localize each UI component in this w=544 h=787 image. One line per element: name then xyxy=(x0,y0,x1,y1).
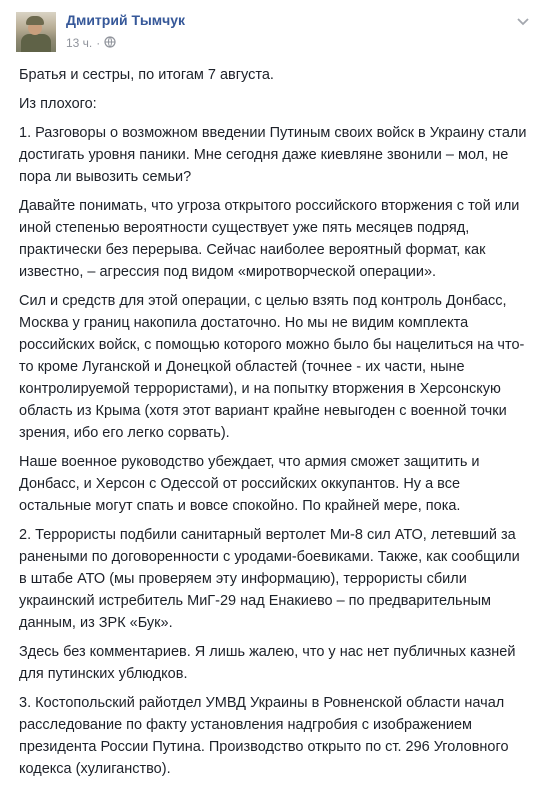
avatar[interactable] xyxy=(16,12,56,52)
post-paragraph: Из плохого: xyxy=(19,96,97,112)
post-paragraph: Братья и сестры, по итогам 7 августа. xyxy=(19,67,274,83)
avatar-figure-body xyxy=(21,34,51,52)
post-paragraph: 1. Разговоры о возможном введении Путиным своих войск в Украину стали достигать уровня паники. Мне сегодня даже киевляне звонили – мол, не пора ли вывозить семьи? xyxy=(19,125,527,185)
post-meta xyxy=(66,36,116,51)
post-paragraph: Наше военное руководство убеждает, что армия сможет защитить и Донбасс, и Херсон с Одессой от российских оккупантов. Ну а все остальные могут спать и вовсе спокойно. По крайней мере, пока. xyxy=(19,454,480,514)
avatar-figure-helmet xyxy=(26,16,44,25)
post-text xyxy=(19,64,527,787)
globe-icon[interactable] xyxy=(104,36,116,51)
post-paragraph: Здесь без комментариев. Я лишь жалею, что у нас нет публичных казней для путинских ублюдков. xyxy=(19,644,516,682)
author-name-link[interactable]: Дмитрий Тымчук xyxy=(66,12,186,28)
meta-separator: · xyxy=(96,36,101,50)
post-paragraph: Давайте понимать, что угроза открытого российского вторжения с той или иной степенью вероятности существует уже пять месяцев подряд, практически без перерыва. Сейчас наиболее вероятный формат, как известно, – агрессия под видом «миротворческой операции». xyxy=(19,198,520,280)
post-timestamp[interactable]: 13 ч. xyxy=(66,36,93,50)
post-paragraph: 2. Террористы подбили санитарный вертолет Ми-8 сил АТО, летевший за ранеными по договоренности с уродами-боевиками. Также, как сообщили в штабе АТО (мы проверяем эту информацию), террористы сбили украинский истребитель МиГ-29 над Енакиево – по предварительным данным, из ЗРК «Бук». xyxy=(19,527,520,631)
post-header xyxy=(0,0,544,62)
post-paragraph: 3. Костопольский райотдел УМВД Украины в Ровненской области начал расследование по факту установления надгробия с изображением президента России Путина. Производство открыто по ст. 296 Уголовного кодекса (хулиганство). xyxy=(19,695,509,777)
post-paragraph: Сил и средств для этой операции, с целью взять под контроль Донбасс, Москва у границ накопила достаточно. Но мы не видим комплекта российских войск, с помощью которого можно было бы нацелиться на что-то кроме Луганской и Донецкой областей (точнее - их части, ныне контролируемой террористами), и на попытку вторжения в Херсонскую область из Крыма (хотя этот вариант крайне невыгоден с военной точки зрения, ибо его легко сорвать). xyxy=(19,293,525,441)
chevron-down-icon[interactable] xyxy=(516,14,530,32)
